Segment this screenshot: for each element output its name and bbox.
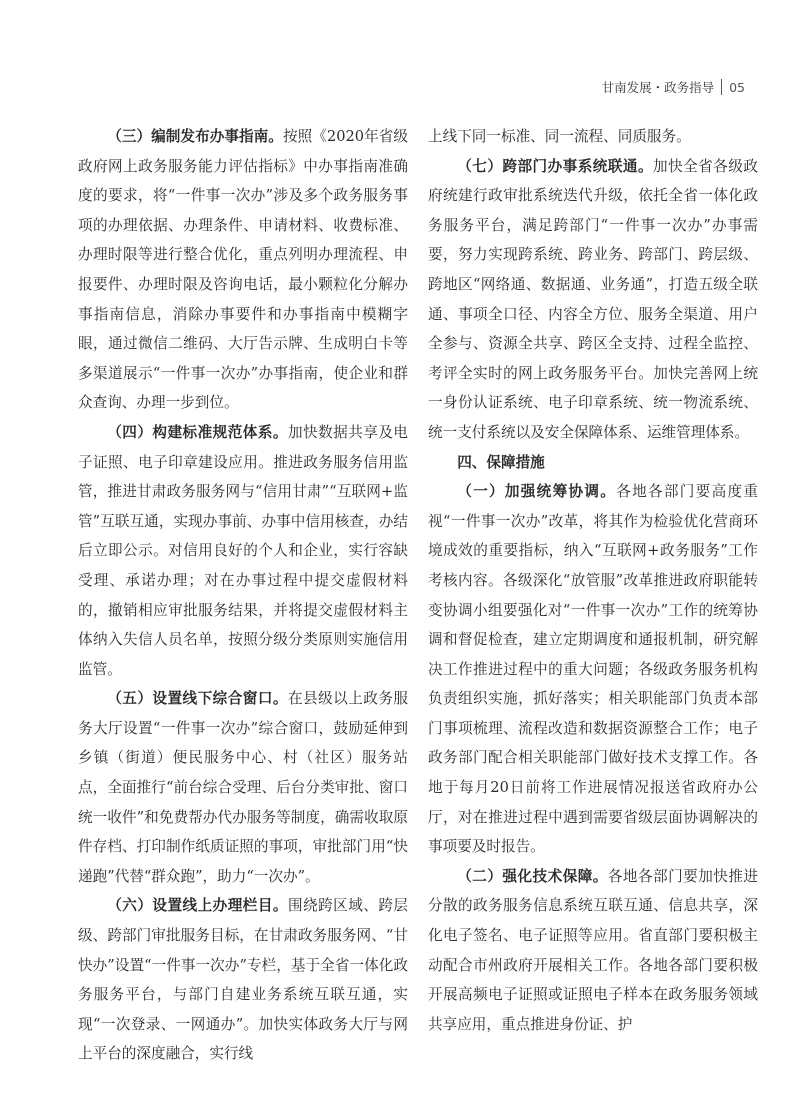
paragraph-text: 围绕跨区域、跨层级、跨部门审批服务目标，在甘肃政务服务网、“甘快办”设置“一件事一次办”专栏，基于全省一体化政务服务平台，与部门自建业务系统互联互通，实现“一次登录、一网通办”。加快实体政务大厅与网上平台的深度融合，实行线 <box>78 897 408 1063</box>
paragraph-lead: （二）强化技术保障。 <box>457 867 608 885</box>
paragraph <box>78 684 408 891</box>
paragraph <box>428 477 758 862</box>
paragraph-text: 各地各部门要高度重视“一件事一次办”改革，将其作为检验优化营商环境成效的重要指标，纳入“互联网+政务服务”工作考核内容。各级深化“放管服”改革推进政府职能转变协调小组要强化对“一件事一次办”工作的统筹协调和督促检查，建立定期调度和通报机制，研究解决工作推进过程中的重大问题；各级政务服务机构负责组织实施，抓好落实；相关职能部门负责本部门事项梳理、流程改造和数据资源整合工作；电子政务部门配合相关职能部门做好技术支撑工作。各地于每月20日前将工作进展情况报送省政府办公厅，对在推进过程中遇到需要省级层面协调解决的事项要及时报告。 <box>428 483 758 856</box>
header-title: 甘南发展・政务指导 <box>601 80 715 95</box>
page-number: 05 <box>729 79 745 95</box>
left-column <box>78 122 408 1069</box>
paragraph <box>78 418 408 684</box>
paragraph-lead: （七）跨部门办事系统联通。 <box>457 157 654 175</box>
paragraph-lead: （五）设置线下综合窗口。 <box>107 690 288 708</box>
paragraph-text: 在县级以上政务服务大厅设置“一件事一次办”综合窗口，鼓励延伸到乡镇（街道）便民服务中心、村（社区）服务站点，全面推行“前台综合受理、后台分类审批、窗口统一收件”和免费帮办代办服务等制度，确需收取原件存档、打印制作纸质证照的事项，审批部门用“快递跑”代替“群众跑”，助力“一次办”。 <box>78 690 408 885</box>
paragraph-text: 加快数据共享及电子证照、电子印章建设应用。推进政务服务信用监管，推进甘肃政务服务网与“信用甘肃”“互联网+监管”互联互通，实现办事前、办事中信用核查，办结后立即公示。对信用良好的个人和企业，实行容缺受理、承诺办理；对在办事过程中提交虚假材料的，撤销相应审批服务结果，并将提交虚假材料主体纳入失信人员名单，按照分级分类原则实施信用监管。 <box>78 423 408 678</box>
paragraph <box>78 122 408 418</box>
paragraph <box>428 152 758 448</box>
running-header <box>602 78 745 96</box>
right-column <box>428 122 758 1039</box>
paragraph-lead: （一）加强统筹协调。 <box>457 483 617 501</box>
paragraph-lead: （四）构建标准规范体系。 <box>107 423 288 441</box>
paragraph-lead: （三）编制发布办事指南。 <box>107 128 283 145</box>
paragraph-lead: （六）设置线上办理栏目。 <box>107 897 288 915</box>
paragraph-text: 加快全省各级政府统建行政审批系统迭代升级，依托全省一体化政务服务平台，满足跨部门“一件事一次办”办事需要，努力实现跨系统、跨业务、跨部门、跨层级、跨地区“网络通、数据通、业务通”，打造五级全联通、事项全口径、内容全方位、服务全渠道、用户全参与、资源全共享、跨区全支持、过程全监控、考评全实时的网上政务服务平台。加快完善网上统一身份认证系统、电子印章系统、统一物流系统、统一支付系统以及安全保障体系、运维管理体系。 <box>428 157 758 441</box>
section-heading: 四、保障措施 <box>457 453 545 471</box>
paragraph-continued <box>428 122 758 152</box>
paragraph-text: 按照《2020年省级政府网上政务服务能力评估指标》中办事指南准确度的要求，将“一件事一次办”涉及多个政务服务事项的办理依据、办理条件、申请材料、收费标准、办理时限等进行整合优化，重点列明办理流程、申报要件、办理时限及咨询电话，最小颗粒化分解办事指南信息，消除办事要件和办事指南中模糊字眼，通过微信二维码、大厅告示牌、生成明白卡等多渠道展示“一件事一次办”办事指南，使企业和群众查询、办理一步到位。 <box>78 128 408 412</box>
paragraph <box>428 862 758 1040</box>
paragraph-text: 上线下同一标准、同一流程、同质服务。 <box>428 128 691 145</box>
header-divider <box>721 79 722 95</box>
paragraph <box>78 891 408 1069</box>
paragraph-text: 各地各部门要加快推进分散的政务服务信息系统互联互通、信息共享，深化电子签名、电子证照等应用。省直部门要积极主动配合市州政府开展相关工作。各地各部门要积极开展高频电子证照或证照电子样本在政务服务领域共享应用，重点推进身份证、护 <box>428 867 758 1033</box>
